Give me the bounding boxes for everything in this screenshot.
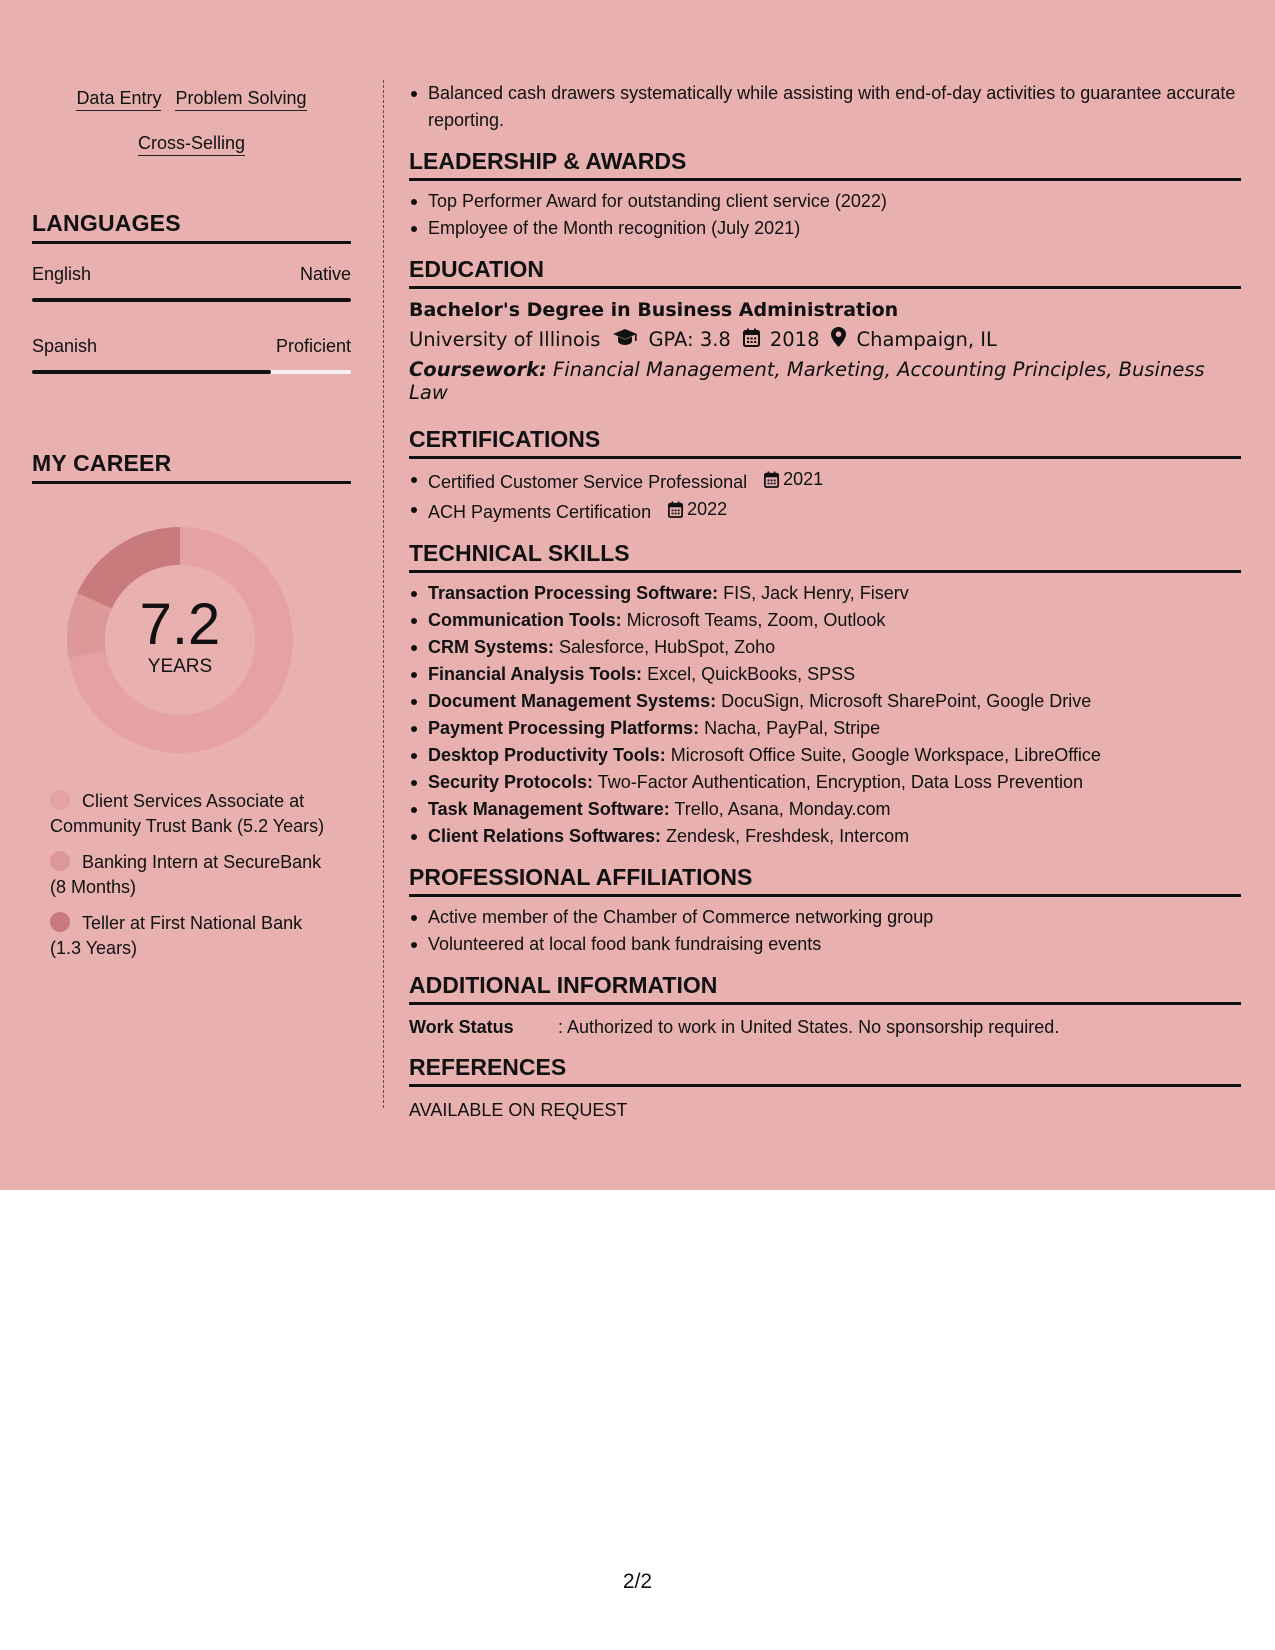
legend-dot — [50, 851, 70, 871]
map-pin-icon — [831, 327, 846, 352]
technical-skill-item — [409, 607, 1241, 634]
skill-category: Task Management Software: — [428, 799, 670, 819]
work-status-value: : Authorized to work in United States. No sponsorship required. — [558, 1017, 1060, 1037]
languages-heading: LANGUAGES — [32, 210, 351, 244]
legend-dot — [50, 790, 70, 810]
technical-skill-item — [409, 742, 1241, 769]
career-legend-item — [50, 911, 330, 961]
skill-values: Salesforce, HubSpot, Zoho — [554, 637, 776, 657]
skill-category: Transaction Processing Software: — [428, 583, 719, 603]
column-divider — [383, 80, 384, 1108]
leadership-item: Top Performer Award for outstanding client service (2022) — [409, 188, 1241, 215]
certification-item — [409, 466, 1241, 496]
language-bar — [32, 370, 351, 374]
certifications-heading: CERTIFICATIONS — [409, 426, 1241, 459]
skill-values: Excel, QuickBooks, SPSS — [642, 664, 856, 684]
certification-item — [409, 496, 1241, 526]
calendar-icon — [668, 501, 683, 518]
coursework-list: Financial Management, Marketing, Accounting Principles, Business Law — [409, 358, 1205, 404]
graduation-cap-icon — [612, 328, 638, 351]
language-item — [32, 336, 351, 374]
language-item — [32, 264, 351, 302]
education-location: Champaign, IL — [856, 328, 997, 351]
certification-name: Certified Customer Service Professional — [428, 472, 748, 492]
skill-category: Communication Tools: — [428, 610, 622, 630]
skill-category: Security Protocols: — [428, 772, 594, 792]
certification-date — [668, 496, 727, 523]
language-name: English — [32, 264, 92, 284]
experience-bullet: Balanced cash drawers systematically while assisting with end-of-day activities to guarantee accurate reporting. — [409, 80, 1241, 134]
language-level: Proficient — [275, 336, 351, 356]
career-heading: MY CAREER — [32, 450, 351, 484]
coursework-label: Coursework: — [409, 358, 547, 381]
technical-skill-item — [409, 715, 1241, 742]
skill-category: Document Management Systems: — [428, 691, 717, 711]
career-total-years: 7.2 — [139, 592, 221, 657]
calendar-icon — [764, 471, 779, 488]
certification-year: 2021 — [783, 469, 824, 489]
skill-category: Client Relations Softwares: — [428, 826, 662, 846]
skill-values: Microsoft Office Suite, Google Workspace, LibreOffice — [665, 745, 1101, 765]
skill-values: Nacha, PayPal, Stripe — [699, 718, 881, 738]
technical-skill-item — [409, 769, 1241, 796]
skill-values: Trello, Asana, Monday.com — [669, 799, 891, 819]
language-bar-fill — [32, 298, 351, 302]
left-column — [32, 80, 351, 972]
education-heading: EDUCATION — [409, 256, 1241, 289]
legend-label: Teller at First National Bank (1.3 Years) — [50, 913, 303, 958]
certification-date — [764, 466, 823, 493]
skill-values: FIS, Jack Henry, Fiserv — [718, 583, 909, 603]
technical-skill-item — [409, 688, 1241, 715]
work-status-label: Work Status — [409, 1017, 514, 1037]
technical-skill-item — [409, 823, 1241, 850]
skills-tags — [32, 76, 351, 166]
skill-category: CRM Systems: — [428, 637, 555, 657]
legend-label: Banking Intern at SecureBank (8 Months) — [50, 852, 322, 897]
technical-skills-list — [409, 580, 1241, 850]
references-text: AVAILABLE ON REQUEST — [409, 1100, 628, 1120]
language-bar-fill — [32, 370, 271, 374]
career-donut-chart — [67, 527, 293, 753]
work-status-row — [409, 1017, 1241, 1038]
education-year: 2018 — [769, 328, 820, 351]
technical-skills-heading: TECHNICAL SKILLS — [409, 540, 1241, 573]
language-bar — [32, 298, 351, 302]
technical-skill-item — [409, 634, 1241, 661]
additional-info-heading: ADDITIONAL INFORMATION — [409, 972, 1241, 1005]
skill-values: Microsoft Teams, Zoom, Outlook — [621, 610, 886, 630]
leadership-item: Employee of the Month recognition (July 2021) — [409, 215, 1241, 242]
legend-label: Client Services Associate at Community Trust Bank (5.2 Years) — [50, 791, 325, 836]
page-number: 2/2 — [622, 1570, 653, 1593]
skill-tag: Cross-Selling — [138, 132, 245, 156]
certification-name: ACH Payments Certification — [428, 502, 652, 522]
career-legend — [50, 789, 330, 961]
career-years-unit: YEARS — [147, 656, 213, 677]
leadership-list — [409, 188, 1241, 242]
leadership-heading: LEADERSHIP & AWARDS — [409, 148, 1241, 181]
skill-tag: Data Entry — [76, 87, 161, 111]
technical-skill-item — [409, 661, 1241, 688]
career-legend-item — [50, 850, 330, 900]
right-column — [409, 80, 1241, 1121]
education-details — [409, 327, 1241, 352]
skill-values: Zendesk, Freshdesk, Intercom — [661, 826, 910, 846]
language-name: Spanish — [32, 336, 98, 356]
affiliation-item: Active member of the Chamber of Commerce networking group — [409, 904, 1241, 931]
donut-center — [67, 527, 293, 753]
skill-values: DocuSign, Microsoft SharePoint, Google Drive — [716, 691, 1092, 711]
career-legend-item — [50, 789, 330, 839]
affiliations-heading: PROFESSIONAL AFFILIATIONS — [409, 864, 1241, 897]
education-coursework — [409, 358, 1241, 404]
experience-bullets — [409, 80, 1241, 134]
skill-tag: Problem Solving — [175, 87, 306, 111]
technical-skill-item — [409, 580, 1241, 607]
skill-category: Financial Analysis Tools: — [428, 664, 643, 684]
affiliations-list — [409, 904, 1241, 958]
skill-category: Payment Processing Platforms: — [428, 718, 700, 738]
certifications-list — [409, 466, 1241, 526]
legend-dot — [50, 912, 70, 932]
education-school: University of Illinois — [409, 328, 601, 351]
skill-category: Desktop Productivity Tools: — [428, 745, 666, 765]
certification-year: 2022 — [687, 499, 728, 519]
references-heading: REFERENCES — [409, 1054, 1241, 1087]
language-level: Native — [299, 264, 351, 284]
calendar-icon — [743, 328, 760, 352]
technical-skill-item — [409, 796, 1241, 823]
education-gpa: GPA: 3.8 — [648, 328, 731, 351]
skill-values: Two-Factor Authentication, Encryption, Data Loss Prevention — [593, 772, 1083, 792]
education-degree: Bachelor's Degree in Business Administration — [409, 299, 899, 321]
affiliation-item: Volunteered at local food bank fundraising events — [409, 931, 1241, 958]
